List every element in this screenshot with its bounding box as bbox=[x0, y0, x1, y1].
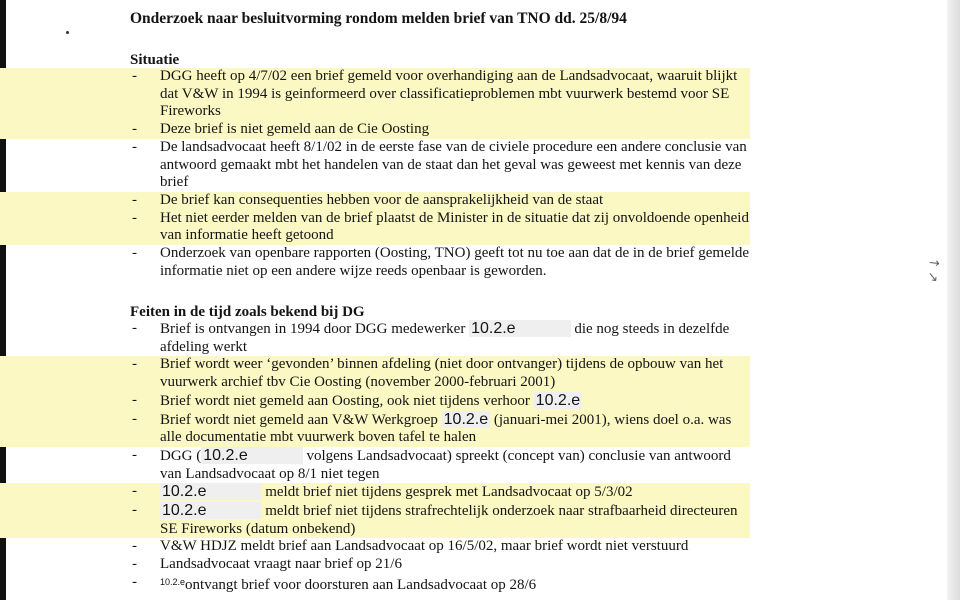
section-situatie bbox=[130, 52, 750, 280]
redaction-mark: 10.2.e bbox=[443, 410, 489, 428]
section-feiten bbox=[130, 304, 750, 595]
list-item: - Brief wordt niet gemeld aan V&W Werkgroep 10.2.e (januari-mei 2001), wiens doel o.a. was alle documentatie mbt vuurwerk boven tafel te halen bbox=[0, 411, 750, 447]
list-item: - 10.2.e meldt brief niet tijdens gesprek met Landsadvocaat op 5/3/02 bbox=[0, 483, 750, 502]
bullet-list bbox=[130, 320, 750, 595]
list-item: - Het niet eerder melden van de brief plaatst de Minister in de situatie dat zij onvoldoende openheid van informatie heeft getoond bbox=[0, 210, 750, 245]
list-item: - V&W HDJZ meldt brief aan Landsadvocaat op 16/5/02, maar brief wordt niet verstuurd bbox=[0, 538, 750, 556]
scan-speck bbox=[66, 31, 69, 34]
redaction-mark: 10.2.e bbox=[160, 502, 261, 519]
redaction-mark: 10.2.e bbox=[201, 447, 302, 464]
section-heading: Feiten in de tijd zoals bekend bij DG bbox=[130, 304, 365, 320]
list-item: - Landsadvocaat vraagt naar brief op 21/6 bbox=[0, 556, 750, 574]
document-title: Onderzoek naar besluitvorming rondom melden brief van TNO dd. 25/8/94 bbox=[130, 10, 627, 27]
list-item: - 10.2.e meldt brief niet tijdens strafrechtelijk onderzoek naar strafbaarheid directeuren SE Fireworks (datum onbekend) bbox=[0, 502, 750, 538]
list-item: - Brief wordt weer ‘gevonden’ binnen afdeling (niet door ontvanger) tijdens de opbouw van het vuurwerk archief tbv Cie Oosting (november 2000-februari 2001) bbox=[0, 356, 750, 391]
section-heading: Situatie bbox=[130, 52, 180, 68]
list-item: - Deze brief is niet gemeld aan de Cie Oosting bbox=[0, 121, 750, 139]
list-item: - DGG heeft op 4/7/02 een brief gemeld voor overhandiging aan de Landsadvocaat, waaruit blijkt dat V&W in 1994 is geinformeerd over classificatieproblemen mbt vuurwerk bestemd voor SE Fireworks bbox=[0, 68, 750, 121]
redaction-mark: 10.2.e bbox=[160, 483, 261, 500]
list-item: - Onderzoek van openbare rapporten (Oosting, TNO) geeft tot nu toe aan dat de in de brief gemelde informatie niet op een andere wijze reeds openbaar is geworden. bbox=[0, 245, 750, 280]
list-item: - Brief wordt niet gemeld aan Oosting, ook niet tijdens verhoor 10.2.e bbox=[0, 392, 750, 411]
redaction-mark: 10.2.e bbox=[469, 320, 570, 337]
redaction-mark-small: 10.2.e bbox=[160, 576, 186, 587]
redaction-mark: 10.2.e bbox=[535, 391, 581, 409]
list-item: - DGG ( 10.2.e volgens Landsadvocaat) spreekt (concept van) conclusie van antwoord van Landsadvocaat op 8/1 niet tegen bbox=[0, 447, 750, 483]
list-item: - De landsadvocaat heeft 8/1/02 in de eerste fase van de civiele procedure een andere conclusie van antwoord gemaakt mbt het handelen van de staat dan het geval was geweest met kennis van deze brief bbox=[0, 139, 750, 192]
list-item: - Brief is ontvangen in 1994 door DGG medewerker 10.2.e die nog steeds in dezelfde afdeling werkt bbox=[0, 320, 750, 356]
bullet-list bbox=[130, 68, 750, 280]
scan-right-shade bbox=[947, 0, 960, 600]
handwritten-margin-arrows: → ↘ bbox=[926, 255, 941, 286]
list-item: - De brief kan consequenties hebben voor de aansprakelijkheid van de staat bbox=[0, 192, 750, 210]
list-item: - $^{10.2.e}$ontvangt brief voor doorsturen aan Landsadvocaat op 28/6 bbox=[0, 574, 750, 595]
